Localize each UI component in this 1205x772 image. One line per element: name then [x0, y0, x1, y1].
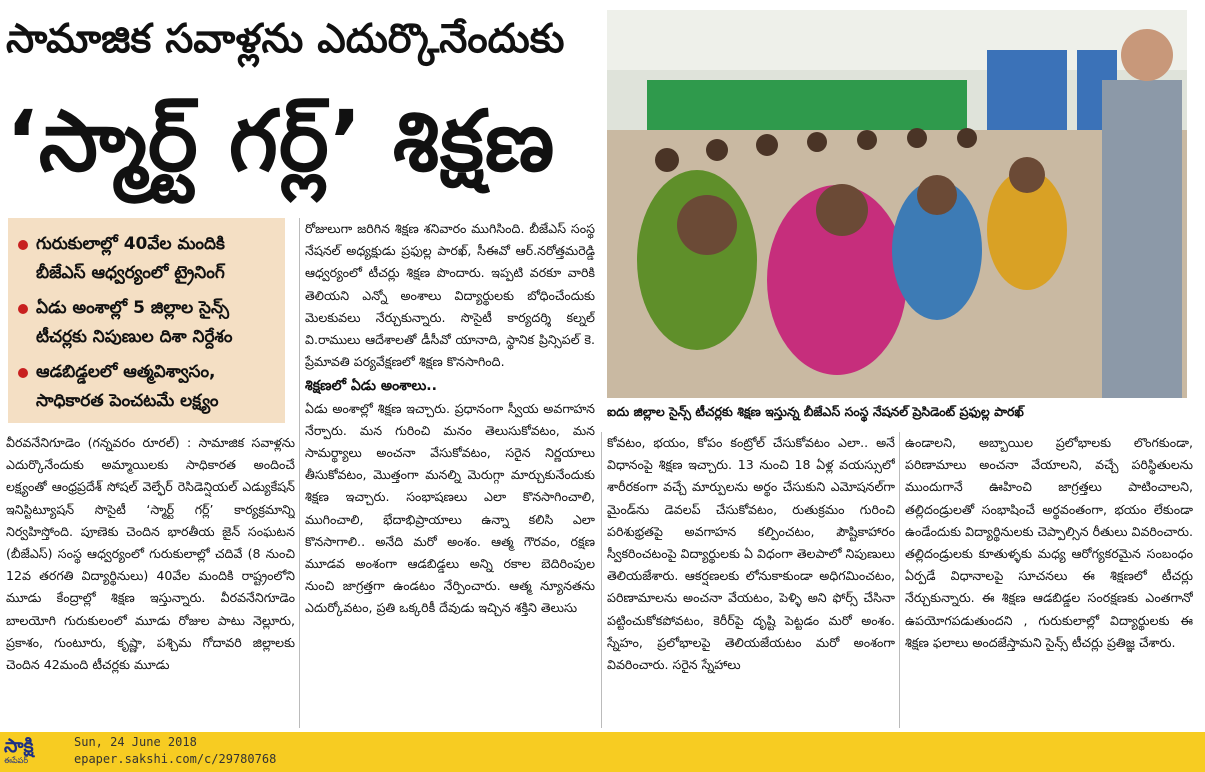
column-text: రోజులుగా జరిగిన శిక్షణ శనివారం ముగిసింది. బీజేఎస్ సంస్థ నేషనల్ అధ్యక్షుడు ప్రఫుల్ల పారఖ్, సీఈవో ఆర్.నరోత్తమరెడ్డి ఆధ్వర్యంలో టీచర్లు శిక్షణ పొందారు. ఇప్పటి వరకూ వారికి తెలియని ఎన్నో అంశాలు విద్యార్థులకు బోధించేందుకు మెలకువలు నేర్చుకున్నారు. సొసైటీ కార్యదర్శి కల్నల్ వి.రాములు ఆదేశాలతో డీసీవో యానాది, స్థానిక ప్రిన్సిపల్ కె. ప్రేమావతి పర్యవేక్షణలో శిక్షణ కొనసాగింది. [305, 221, 595, 370]
sakshi-logo [4, 736, 62, 768]
training-photo-image [607, 10, 1187, 398]
highlight-text: ఏడు అంశాల్లో 5 జిల్లాల సైన్స్ టీచర్లకు నిపుణుల దిశా నిర్దేశం [36, 298, 233, 347]
highlights-box [8, 218, 285, 423]
column-divider [899, 432, 900, 728]
column-text: ఏడు అంశాల్లో శిక్షణ ఇచ్చారు. ప్రధానంగా స్వీయ అవగాహన నేర్పారు. మన గురించి మనం తెలుసుకోవటం, మన సామర్థ్యాలు అంచనా వేసుకోవటం, సరైన నిర్ణయాలు తీసుకోవటం, మొత్తంగా మనల్ని మెరుగ్గా మార్చుకునేందుకు శిక్షణ ఇచ్చారు. సంభాషణలు ఎలా కొనసాగించాలి, ముగించాలి, భేదాభిప్రాయాలు ఉన్నా కలిసి ఎలా కొనసాగాలి.. అనేది మరో అంశం. ఆత్మ గౌరవం, రక్షణ మూడవ అంశంగా ఆడబిడ్డలు అన్ని రకాల బెదిరింపుల నుంచి జాగ్రత్తగా ఉండటం నేర్పించారు. ఆత్మ న్యూనతను ఎదుర్కోవటం, ప్రతి ఒక్కరికీ దేవుడు ఇచ్చిన శక్తిని తెలుసు [305, 400, 595, 616]
highlight-item [18, 358, 275, 416]
bullet-icon [18, 304, 28, 314]
column-divider [299, 218, 300, 728]
article-column-3 [607, 432, 895, 730]
column-divider [601, 432, 602, 728]
article-headline: ‘స్మార్ట్ గర్ల్’ శిక్షణ [6, 92, 556, 190]
highlight-text: ఆడబిడ్డలలో ఆత్మవిశ్వాసం, సాధికారత పెంచటమే లక్ష్యం [36, 362, 219, 411]
article-column-2 [305, 218, 595, 730]
footer-bar [0, 732, 1205, 772]
article-subheading: శిక్షణలో ఏడు అంశాలు.. [305, 378, 437, 395]
epaper-url[interactable]: epaper.sakshi.com/c/29780768 [74, 752, 277, 766]
logo-subtext: ఈపేపర్ [4, 756, 29, 765]
article-column-1 [6, 432, 295, 730]
bullet-icon [18, 368, 28, 378]
logo-text: సాక్షి [4, 735, 34, 757]
column-text: కోవటం, భయం, కోపం కంట్రోల్ చేసుకోవటం ఎలా.. అనే విధానంపై శిక్షణ ఇచ్చారు. 13 నుంచి 18 ఏళ్ల వయస్సులో శారీరకంగా వచ్చే మార్పులను అర్థం చేసుకుని ఎమోషనల్‌గా మైండ్‌ను డెవలప్ చేసుకోవటం, రుతుక్రమం గురించి పరిశుభ్రతపై అవగాహన కల్పించటం, పౌష్టికాహారం స్వీకరించటంపై విద్యార్థులకు ఏ విధంగా తెలపాలో నిపుణులు తెలియజేశారు. ఆకర్షణలకు లోనుకాకుండా అధిగమించటం, పరిణామాలను అంచనా వేయటం, పెళ్ళి అని ఫోర్స్ చేసినా పట్టించుకోకపోవటం, కెరీర్‌పై దృష్టి పెట్టడం మరో అంశం. స్నేహం, ప్రలోభాలపై తెలియజేయటం మరో అంశంగా వివరించారు. సరైన స్నేహాలు [607, 435, 895, 673]
article-photo [607, 10, 1187, 398]
column-text: వీరవనేనిగూడెం (గన్నవరం రూరల్) : సామాజిక సవాళ్లను ఎదుర్కొనేందుకు అమ్మాయిలకు సాధికారత అందించే లక్ష్యంతో ఆంధ్రప్రదేశ్ సోషల్ వెల్ఫేర్ రెసిడెన్షియల్ ఎడ్యుకేషన్ ఇనిస్టిట్యూషన్ సొసైటీ ‘స్మార్ట్ గర్ల్’ కార్యక్రమాన్ని నిర్వహిస్తోంది. పూణెకు చెందిన భారతీయ జైన్ సంఘటన (బీజేఎస్) సంస్థ ఆధ్వర్యంలో గురుకులాల్లో చదివే (8 నుంచి 12వ తరగతి విద్యార్థినులు) 40వేల మందికి రాష్ట్రంలోని మూడు కేంద్రాల్లో శిక్షణ ఇస్తున్నారు. వీరవనేనిగూడెం బాలయోగి గురుకులంలో మూడు రోజుల పాటు నెల్లూరు, ప్రకాశం, గుంటూరు, కృష్ణా, పశ్చిమ గోదావరి జిల్లాలకు చెందిన 42మంది టీచర్లకు మూడు [6, 435, 295, 673]
edition-date: Sun, 24 June 2018 [74, 735, 197, 749]
highlight-item [18, 230, 275, 288]
bullet-icon [18, 240, 28, 250]
highlight-text: గురుకులాల్లో 40వేల మందికి బీజేఎస్ ఆధ్వర్యంలో ట్రైనింగ్ [36, 234, 225, 283]
column-text: ఉండాలని, అబ్బాయిల ప్రలోభాలకు లొంగకుండా, పరిణామాలు అంచనా వేయాలని, వచ్చే పరిస్థితులను ముందుగానే ఊహించి జాగ్రత్తలు పాటించాలని, తల్లిదండ్రులతో సంభాషించే అర్థవంతంగా, భయం లేకుండా ఉండేందుకు విద్యార్థినులకు చెప్పాల్సిన రీతులు వివరించారు. తల్లిదండ్రులకు కూతుళ్ళకు మధ్య ఆరోగ్యకరమైన సంబంధం ఏర్పడే విధానాలపై సూచనలు ఈ శిక్షణలో టీచర్లు నేర్చుకున్నారు. ఈ శిక్షణ ఆడబిడ్డల సంరక్షణకు ఎంతగానో ఉపయోగపడుతుందని , గురుకులాల్లో విద్యార్థులకు ఈ శిక్షణ ఫలాలు అందజేస్తామని సైన్స్ టీచర్లు ప్రతిజ్ఞ చేశారు. [905, 435, 1193, 650]
photo-caption: ఐదు జిల్లాల సైన్స్ టీచర్లకు శిక్షణ ఇస్తున్న బీజేఎస్ సంస్థ నేషనల్ ప్రెసిడెంట్ ప్రఫుల్ల పారఖ్ [607, 404, 1024, 419]
article-column-4 [905, 432, 1193, 730]
article-kicker: సామాజిక సవాళ్లను ఎదుర్కొనేందుకు [6, 16, 565, 62]
highlight-item [18, 294, 275, 352]
